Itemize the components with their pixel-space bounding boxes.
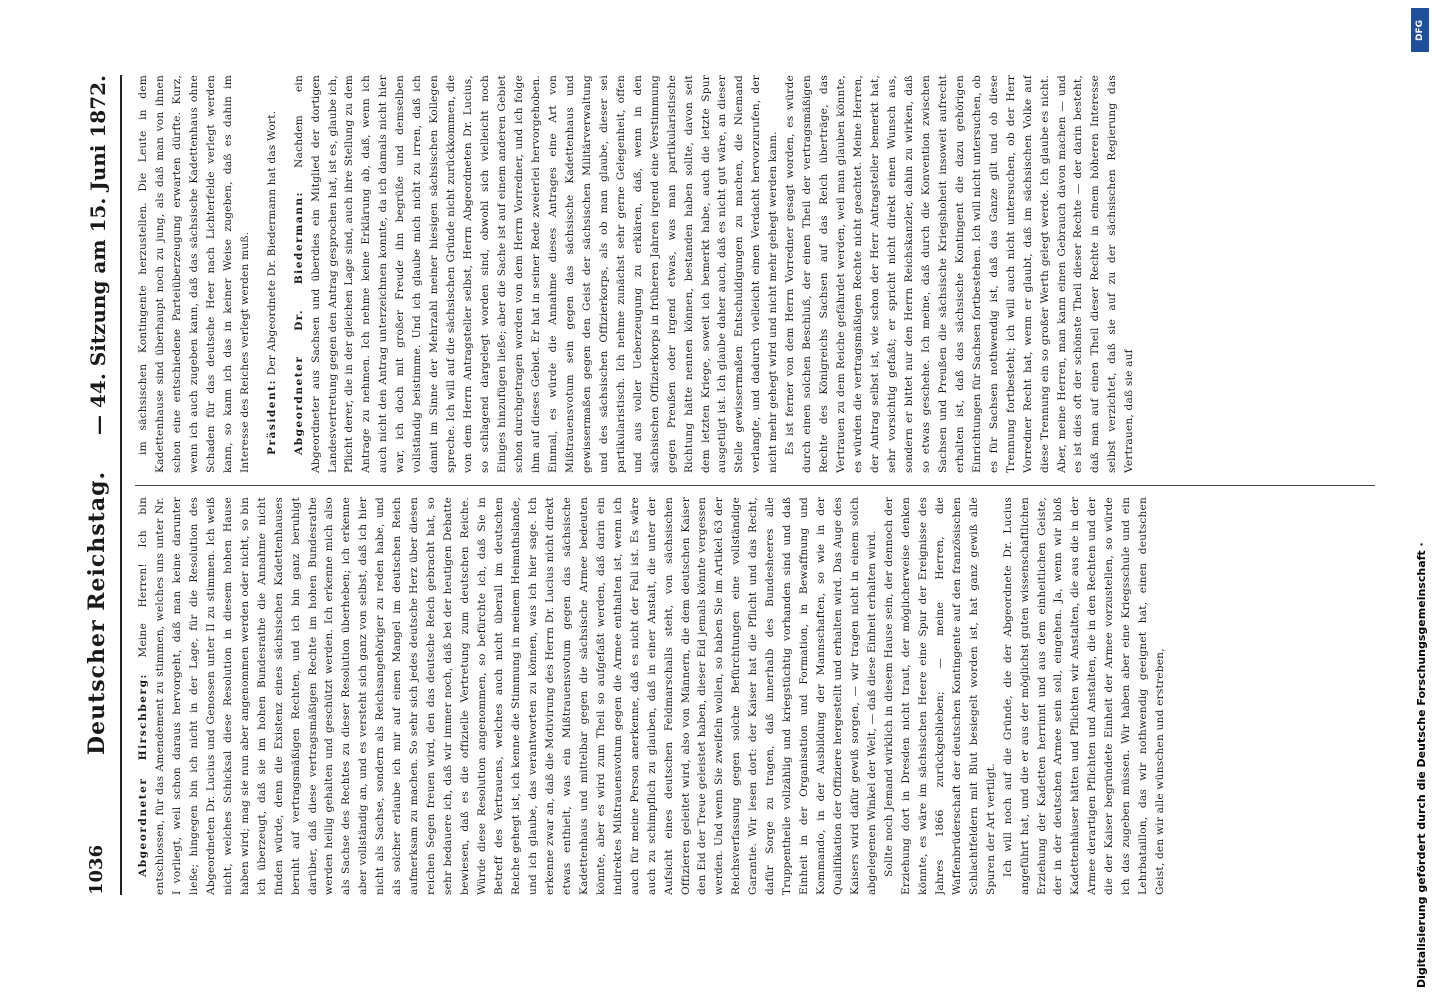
left-column: [135, 497, 1395, 895]
paragraph: [881, 497, 1000, 895]
paragraph-text: Meine Herren! Ich bin entschlossen, für das Amendement zu stimmen, welches uns unter Nr. I vorliegt, weil schon daraus hervorgeht, daß man keine darunter ließe; hingegen bin ich nicht in der Lage, für die Resolution des Abgeordneten Dr. Lucius und Genossen unter II zu stimmen. Ich weiß nicht, welches Schicksal diese Resolution in diesem hohen Hause haben wird; mag sie nun aber angenommen werden oder nicht, so bin ich überzeugt, daß sie im hohen Bundesrathe die Annahme nicht finden würde, denn die Existenz eines sächsischen Kadettenhauses beruht auf vertragsmäßigen Rechten, und ich bin ganz beruhigt darüber, daß diese vertragsmäßigen Rechte im hohen Bundesrathe werden heilig gehalten und geschützt werden. Ich erkenne mich also als Sachse des Rechtes zu dieser Resolution überheben; ich erkenne aber vollständig an, und es versteht sich ganz von selbst, daß ich hier nicht als Sachse, sondern als Reichsangehöriger zu reden habe, und als solcher erlaube ich mir auf einen Mangel im deutschen Reich aufmerksam zu machen. So sehr sich jedes deutsche Herz über diesen reichen Segen freuen wird, den das deutsche Reich gebracht hat, so sehr bedauere ich, daß wir immer noch, daß bei der heutigen Debatte bewiesen, daß es die offizielle Vertretung zum deutschen Reiche. Würde diese Resolution angenommen, so befürchte ich, daß Sie in Betreff des Vertrauens, welches auch nicht überall im deutschen Reiche gehegt ist, ich kenne die Stimmung in meinem Heimathslande, und ich glaube, das verantworten zu können, was ich hier sage. Ich erkenne zwar an, daß die Motivirung des Herrn Dr. Lucius nicht direkt etwas enthielt, was ein Mißtrauensvotum gegen das sächsische Kadettenhaus und mittelbar gegen die sächsische Armee bedeuten könnte, aber es wird zum Theil so aufgefaßt werden, daß darin ein indirektes Mißtrauensvotum gegen die Armee enthalten ist, wenn ich auch für meine Person anerkenne, daß es nicht der Fall ist. Es wäre auch zu schimpflich zu glauben, daß in einer Anstalt, die unter der Aufsicht eines deutschen Feldmarschalls steht, von sächsischen Offizieren geleitet wird, also von Männern, die dem deutschen Kaiser den Eid der Treue geleistet haben, dieser Eid jemals könnte vergessen werden. Und wenn Sie zweifeln wollen, so haben Sie im Artikel 63 der Reichsverfassung gegen solche Befürchtungen eine vollständige Garantie. Wir lesen dort: der Kaiser hat die Pflicht und das Recht, dafür Sorge zu tragen, daß innerhalb des Bundesheeres alle Truppentheile vollzählig und kriegstüchtig vorhanden sind und daß Einheit in der Organisation und Formation, in Bewaffnung und Kommando, in der Ausbildung der Mannschaften, so wie in der Qualifikation der Offiziere hergestellt und erhalten wird. Das Auge des Kaisers wird dafür gewiß sorgen, — wir tragen nicht in einem solch abgelegenen Winkel der Welt, — daß diese Einheit erhalten wird.: [137, 497, 878, 895]
page-header: [80, 75, 122, 895]
paragraph: [264, 75, 281, 473]
paragraph: [135, 75, 254, 473]
paragraph: [782, 75, 1138, 473]
page-number: 1036: [86, 844, 107, 895]
paragraph: [135, 497, 881, 895]
paragraph-text: Sollte noch Jemand wirklich in diesem Hause sein, der dennoch der Erziehung dort in Dresden nicht traut, der möglicherweise denken könnte, es wäre im sächsischen Heere eine Spur der Ereignisse des Jahres 1866 zurückgeblieben; — meine Herren, die Waffenbrüderschaft der deutschen Kontingente auf den französischen Schlachtfeldern mit Blut besiegelt worden ist, hat ganz gewiß alle Spuren der Art vertilgt.: [882, 497, 997, 895]
paragraph: [291, 75, 783, 473]
spacer: [254, 75, 264, 473]
speaker-name: Abgeordneter Dr. Biedermann:: [292, 190, 305, 455]
paragraph-text: Der Abgeordnete Dr. Biedermann hat das Wort.: [265, 110, 278, 376]
column-divider: [135, 485, 1375, 486]
right-column: [135, 75, 1395, 473]
spacer: [281, 75, 291, 473]
speaker-name: Präsident:: [265, 378, 278, 455]
paragraph-text: Es ist ferner von dem Herrn Vorredner gesagt worden, es würde durch einen solchen Beschluß, der einen Theil der vertragsmäßigen Rechte des Königreichs Sachsen auf das Reich überträge, das Vertrauen zu dem Reiche gefährdet werden, weil man glauben könnte, es würden die vertragsmäßigen Rechte nicht geachtet. Meine Herren, der Antrag selbst ist, wie schon der Herr Antragsteller bemerkt hat, sehr vorsichtig gefaßt; er spricht nicht direkt einen Wunsch aus, sondern er bittet nur den Herrn Reichskanzler, dahin zu wirken, daß so etwas geschehe. Ich meine, daß durch die Konvention zwischen Sachsen und Preußen die sächsische Kriegshoheit insoweit aufrecht erhalten ist, daß das sächsische Kontingent die dazu gehörigen Einrichtungen für Sachsen fortbestehen. Ich will nicht untersuchen, ob es für Sachsen nothwendig ist, daß das Ganze gilt und ob diese Trennung fortbesteht; ich will auch nicht untersuchen, ob der Herr Vorredner Recht hat, wenn er glaubt, daß im sächsischen Volke auf diese Trennung ein so großer Werth gelegt werde. Ich glaube es nicht. Aber, meine Herren, man kann einen Gebrauch davon machen — und es ist dies oft der schönste Theil dieser Rechte — der darin besteht, daß man auf einen Theil dieser Rechte in einem höheren Interesse selbst verzichtet, daß sie auf zu der sächsischen Regierung das Vertrauen, daß sie auf: [784, 75, 1136, 473]
credit-text: Digitalisierung gefördert durch die Deutsche Forschungsgemeinschaft ·: [1415, 542, 1428, 988]
paragraph-text: im sächsischen Kontingente herzustellen. Die Leute in dem Kadettenhause sind überhaupt noch zu jung, als daß man von ihnen schon eine entschiedene Parteiüberzeugung erwarten dürfte. Kurz, wenn ich auch zugeben kann, daß das sächsische Kadettenhaus ohne Schaden für das deutsche Heer nach Lichterfelde verlegt werden kann, so kann ich das in keiner Weise zugeben, daß es dahin im Interesse des Reiches verlegt werden muß.: [137, 75, 251, 473]
session-label: — 44. Sitzung am 15. Juni 1872.: [86, 75, 110, 435]
speaker-name: Abgeordneter Hirschberg:: [137, 673, 149, 877]
digitization-credit: [1409, 0, 1431, 1000]
paragraph: [1000, 497, 1170, 895]
paragraph-text: Nachdem ein Abgeordneter aus Sachsen und überdies ein Mitglied der dortigen Landesvertretung gegen den Antrag gesprochen hat, ist es, glaube ich, Pflicht derer, die in der gleichen Lage sind, auch ihre Stellung zu dem Antrage zu nehmen. Ich nehme keine Erklärung ab, daß, wenn ich auch nicht den Antrag unterzeichnen konnte, da ich damals nicht hier war, ich doch mit großer Freude ihn begrüße und demselben vollständig beistimme. Und ich glaube mich nicht zu irren, daß ich damit im Sinne der Mehrzahl meiner hiesigen sächsischen Kollegen spreche. Ich will auf die sächsischen Gründe nicht zurückkommen, die von dem Herrn Antragsteller selbst, Herrn Abgeordneten Dr. Lucius, so schlagend dargelegt worden sind, obwohl sich vielleicht noch Einiges hinzufügen ließe; aber die Sache ist auf einem anderen Gebiet schon durchgetragen worden von dem Herrn Vorredner, und ich folge ihm auf dieses Gebiet. Er hat in seiner Rede zweierlei hervorgehoben. Einmal, es würde die Annahme dieses Antrages eine Art von Mißtrauensvotum sein gegen das sächsische Kadettenhaus und gewissermaßen gegen den Geist der sächsischen Militärverwaltung und des sächsischen Offizierkorps, als ob man glaube, dieser sei partikularistisch. Ich nehme zunächst sehr gerne Gelegenheit, offen und aus voller Ueberzeugung zu erklären, daß, wenn in den sächsischen Offizierkorps in früheren Jahren irgend eine Verstimmung gegen Preußen oder irgend etwas, was man partikularistische Richtung hätte nennen können, bestanden haben sollte, davon seit dem letzten Kriege, soweit ich bemerkt habe, auch die letzte Spur ausgetilgt ist. Ich glaube daher auch, daß es nicht gut wäre, an dieser Stelle gewissermaßen Entschuldigungen zu machen, die Niemand verlangte, und dadurch vielleicht einen Verdacht hervorzurufen, der nicht mehr gehegt wird und nicht mehr gehegt werden kann.: [292, 75, 780, 473]
dfg-logo: DFG: [1411, 8, 1429, 52]
publication-title: Deutscher Reichstag.: [84, 470, 110, 755]
paragraph-text: Ich will noch auf die Gründe, die der Abgeordnete Dr. Lucius angeführt hat, und die er aus der möglichst guten wissenschaftlichen Erziehung der Kadetten herrinnt und aus dem einheitlichen Geiste, der in der deutschen Armee sein soll, eingehen. Ja, wenn wir bloß Kadettenhäuser hätten und Pflichten wir Anstalten, die aus die in der Armee derartigen Pflichten und Anstalten, die in den Rechten und der die der Kaiser begründete Einheit der Armee vorzustellen, so würde ich das zugeben müssen. Wir haben aber eine Kriegsschule und ein Lehrbataillon, das wir nothwendig geeignet hat, einen deutschen Geist, den wir alle wünschen und erstreben,: [1001, 497, 1167, 895]
